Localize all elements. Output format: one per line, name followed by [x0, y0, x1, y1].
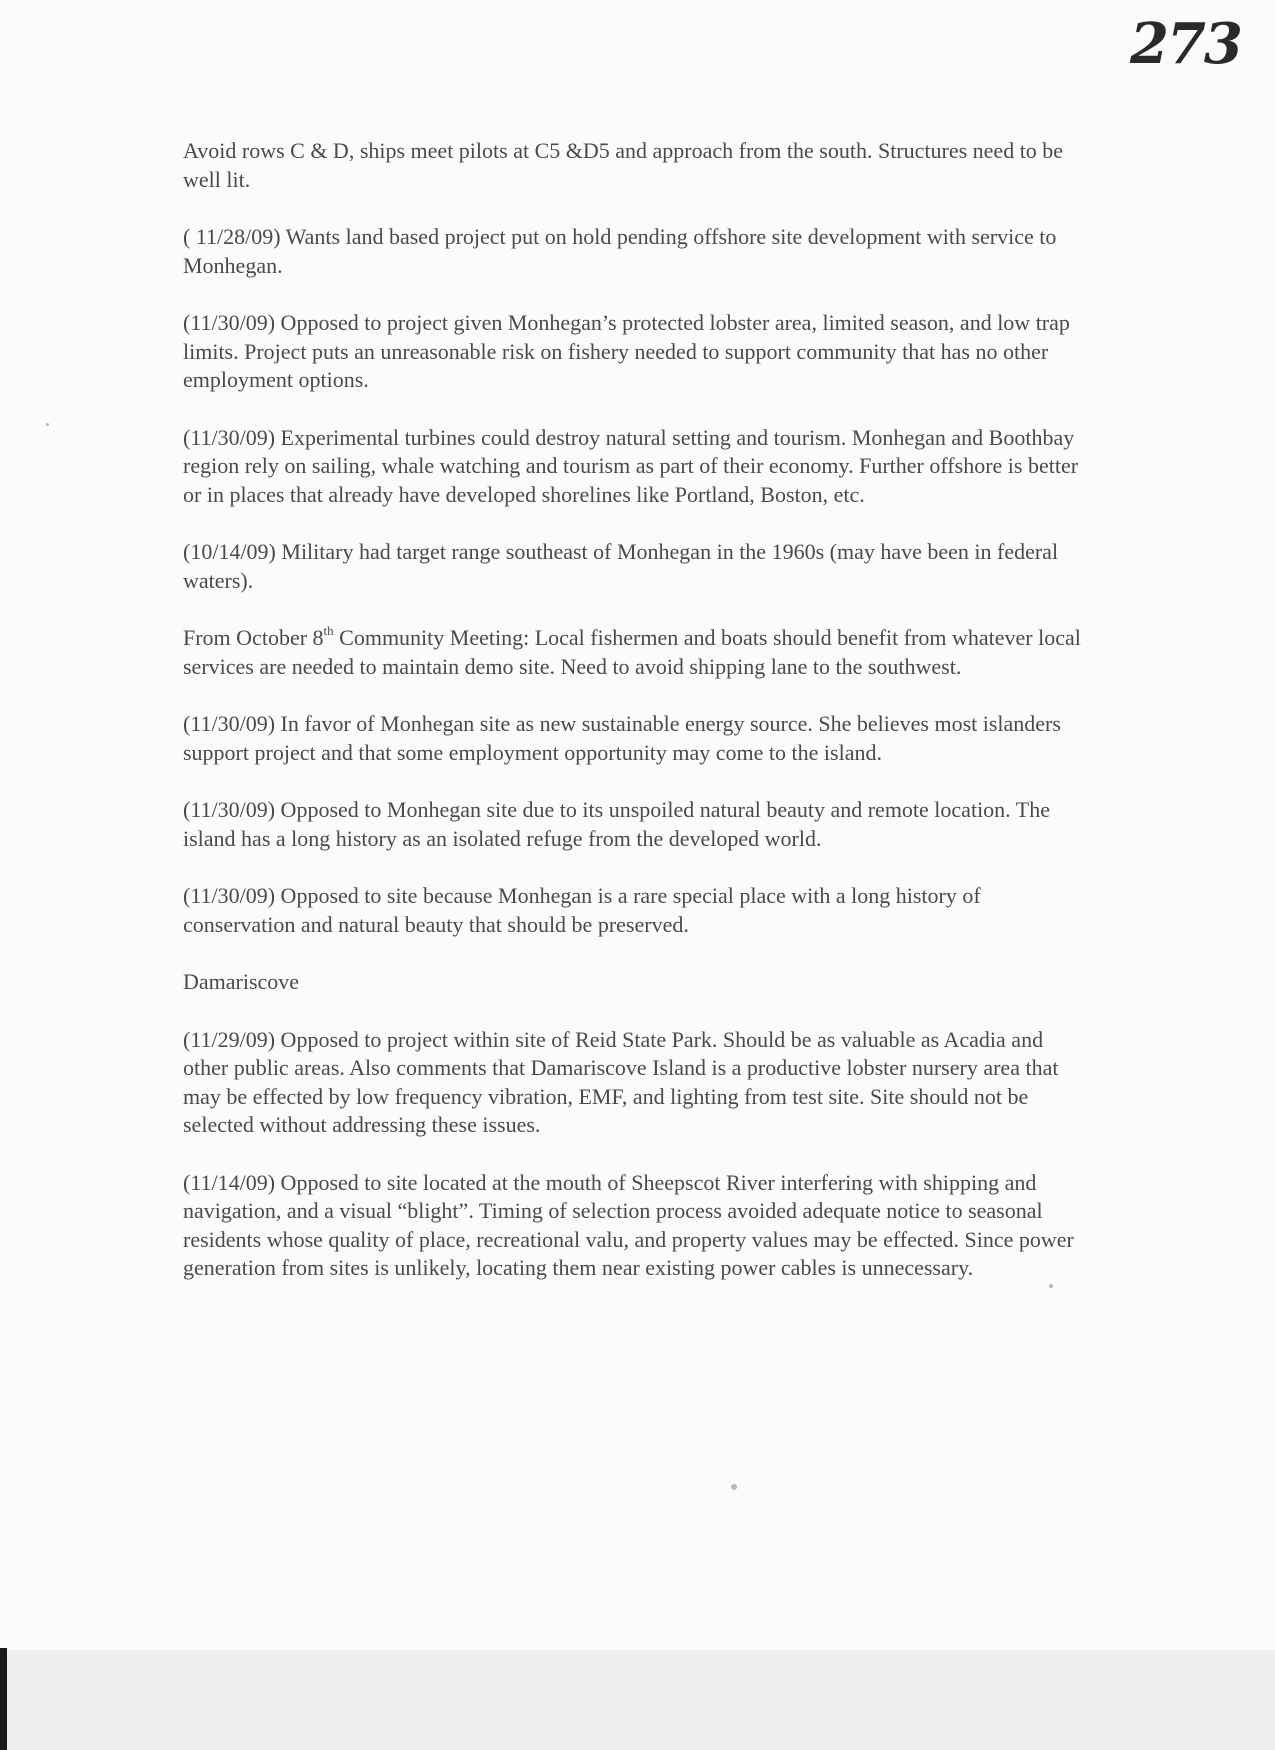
handwritten-page-number: 273 [1130, 11, 1241, 77]
section-heading: Damariscove [183, 969, 300, 994]
ordinal-suffix: th [323, 622, 334, 638]
scan-edge-mark [0, 1648, 7, 1750]
paragraph: (10/14/09) Military had target range southeast of Monhegan in the 1960s (may have been in federal waters). [183, 539, 1059, 593]
paragraph: (11/30/09) Opposed to project given Monhegan’s protected lobster area, limited season, and low trap limits. Project puts an unreasonable risk on fishery needed to support community that has no other employment options. [183, 310, 1070, 392]
paragraph: (11/30/09) Opposed to site because Monhegan is a rare special place with a long history of conservation and natural beauty that should be preserved. [183, 883, 981, 937]
meeting-paragraph [183, 624, 1093, 681]
scan-speck [46, 423, 49, 426]
scan-speck [1049, 1284, 1053, 1288]
meeting-prefix: From October 8 [183, 625, 324, 650]
paragraph: (11/30/09) In favor of Monhegan site as new sustainable energy source. She believes most islanders support project and that some employment opportunity may come to the island. [183, 711, 1061, 765]
paragraph: ( 11/28/09) Wants land based project put on hold pending offshore site development with service to Monhegan. [183, 224, 1057, 278]
scan-bottom-margin [0, 1650, 1275, 1750]
paragraph: (11/29/09) Opposed to project within site of Reid State Park. Should be as valuable as Acadia and other public areas. Also comments that Damariscove Island is a productive lobster nursery area that may be effected by low frequency vibration, EMF, and lighting from test site. Site should not be selected without addressing these issues. [183, 1026, 1059, 1137]
paragraph: (11/30/09) Opposed to Monhegan site due to its unspoiled natural beauty and remote location. The island has a long history as an isolated refuge from the developed world. [183, 797, 1050, 851]
paragraph: (11/14/09) Opposed to site located at the mouth of Sheepscot River interfering with shipping and navigation, and a visual “blight”. Timing of selection process avoided adequate notice to seasonal residents whose quality of place, recreational valu, and property values may be effected. Since power generation from sites is unlikely, locating them near existing power cables is unnecessary. [183, 1169, 1074, 1280]
paragraph: Avoid rows C & D, ships meet pilots at C5 &D5 and approach from the south. Structures need to be well lit. [183, 138, 1064, 192]
scan-speck [731, 1484, 737, 1490]
paragraph: (11/30/09) Experimental turbines could destroy natural setting and tourism. Monhegan and Boothbay region rely on sailing, whale watching and tourism as part of their economy. Further offshore is better or in places that already have developed shorelines like Portland, Boston, etc. [183, 424, 1079, 507]
meeting-text: Community Meeting: Local fishermen and boats should benefit from whatever local services are needed to maintain demo site. Need to avoid shipping lane to the southwest. [183, 625, 1081, 679]
document-body [183, 137, 1093, 1312]
